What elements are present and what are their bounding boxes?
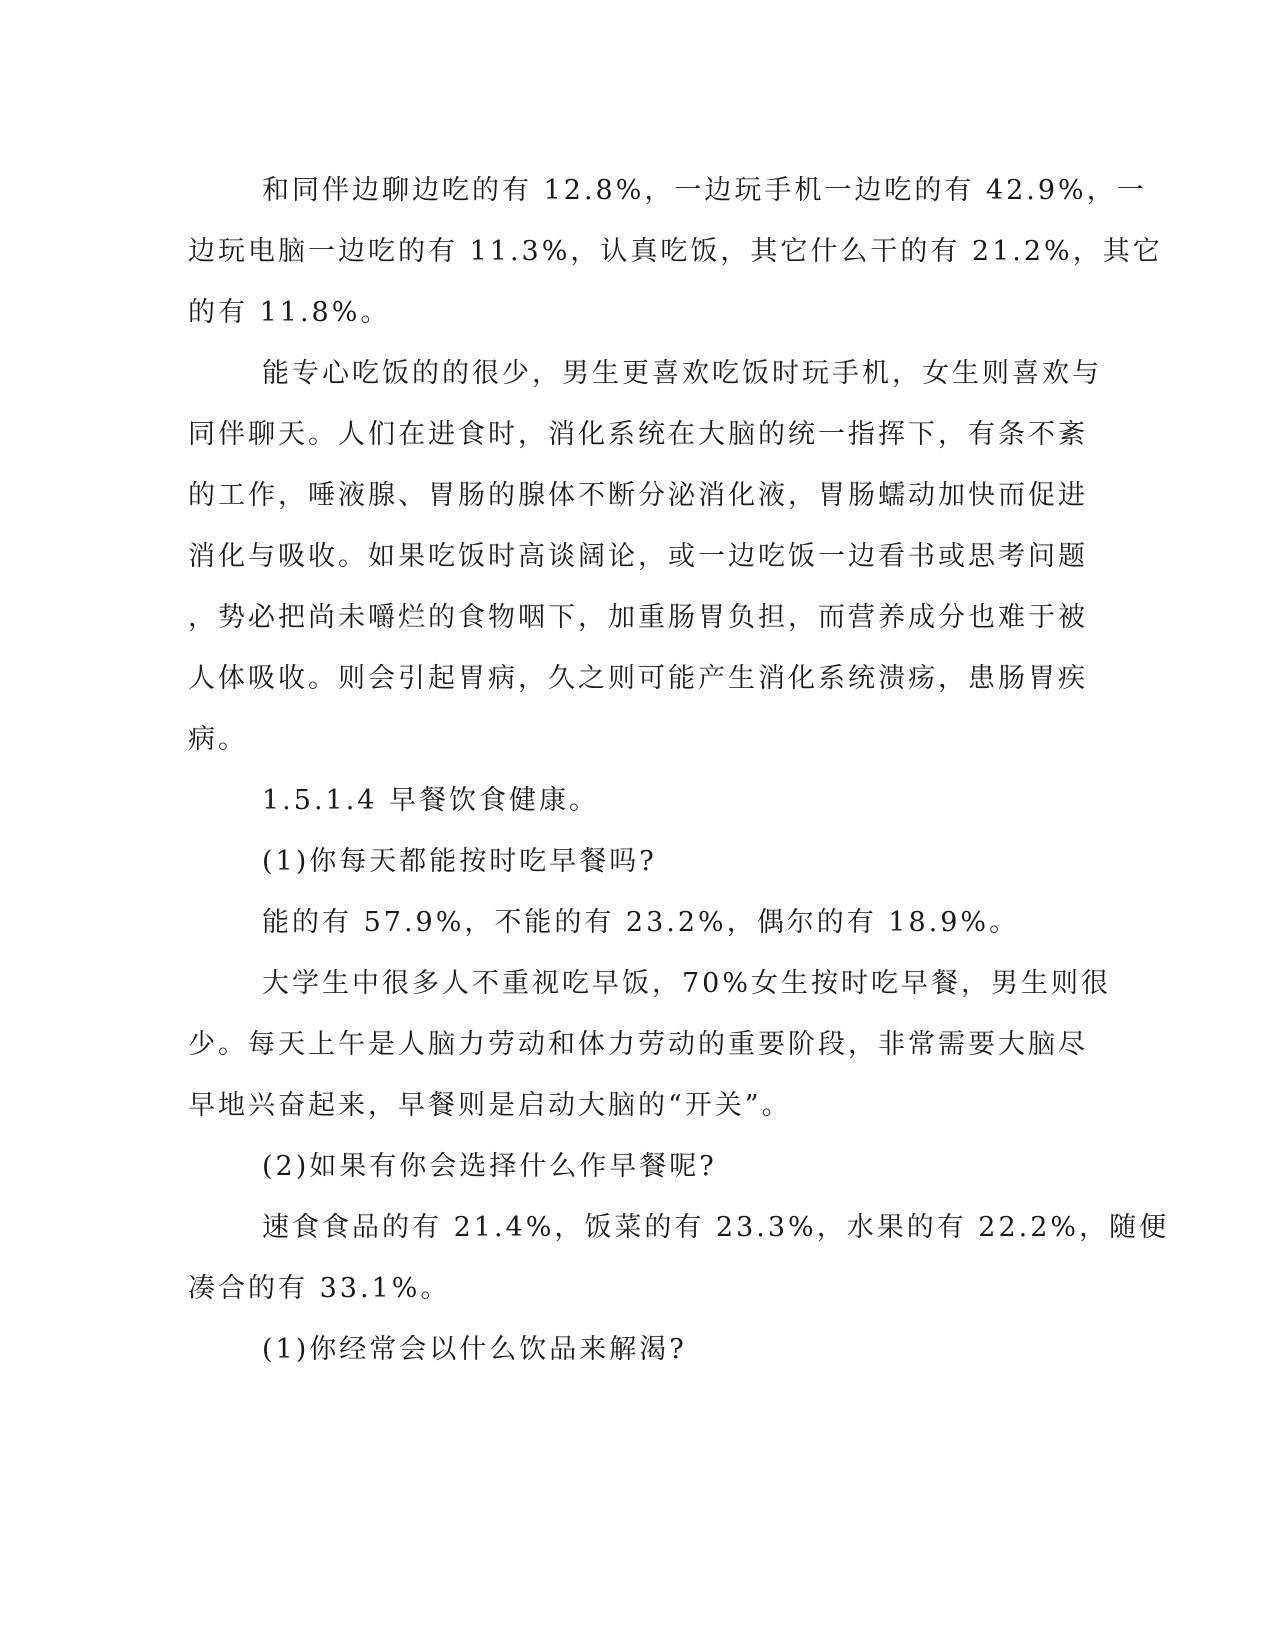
text-line: 早地兴奋起来，早餐则是启动大脑的“开关”。 bbox=[188, 1090, 792, 1121]
paragraph-breakfast-choice-stats bbox=[188, 1197, 1170, 1319]
text-line: 消化与吸收。如果吃饭时高谈阔论，或一边吃饭一边看书或思考问题 bbox=[188, 541, 1088, 572]
text-line: 能的有 57.9%，不能的有 23.2%，偶尔的有 18.9%。 bbox=[262, 907, 1020, 938]
question-breakfast-choice bbox=[188, 1136, 1070, 1197]
text-line: 的工作，唾液腺、胃肠的腺体不断分泌消化液，胃肠蠕动加快而促进 bbox=[188, 480, 1088, 511]
text-line: ，势必把尚未嚼烂的食物咽下，加重肠胃负担，而营养成分也难于被 bbox=[188, 602, 1088, 633]
text-line: 人体吸收。则会引起胃病，久之则可能产生消化系统溃疡，患肠胃疾 bbox=[188, 663, 1088, 694]
text-line: (1)你每天都能按时吃早餐吗? bbox=[262, 846, 657, 877]
text-line: 边玩电脑一边吃的有 11.3%，认真吃饭，其它什么干的有 21.2%，其它 bbox=[188, 236, 1163, 267]
paragraph-eating-habits-stats bbox=[188, 160, 1163, 343]
text-line: 凑合的有 33.1%。 bbox=[188, 1273, 451, 1304]
text-line: 速食食品的有 21.4%，饭菜的有 23.3%，水果的有 22.2%，随便 bbox=[262, 1212, 1170, 1243]
text-line: 大学生中很多人不重视吃早饭，70%女生按时吃早餐，男生则很 bbox=[262, 968, 1112, 999]
text-line: (2)如果有你会选择什么作早餐呢? bbox=[262, 1151, 717, 1182]
paragraph-breakfast-stats bbox=[188, 892, 1070, 953]
text-line: 1.5.1.4 早餐饮食健康。 bbox=[262, 785, 600, 816]
text-line: 和同伴边聊边吃的有 12.8%，一边玩手机一边吃的有 42.9%，一 bbox=[262, 175, 1147, 206]
text-line: 能专心吃饭的的很少，男生更喜欢吃饭时玩手机，女生则喜欢与 bbox=[262, 358, 1102, 389]
text-line: (1)你经常会以什么饮品来解渴? bbox=[262, 1334, 687, 1365]
paragraph-breakfast-importance bbox=[188, 953, 1112, 1136]
question-drinks bbox=[188, 1319, 1070, 1380]
paragraph-focus-eating bbox=[188, 343, 1102, 770]
text-line: 少。每天上午是人脑力劳动和体力劳动的重要阶段，非常需要大脑尽 bbox=[188, 1029, 1088, 1060]
text-line: 的有 11.8%。 bbox=[188, 297, 391, 328]
document-body bbox=[188, 160, 1170, 1380]
section-heading-breakfast bbox=[188, 770, 1070, 831]
question-breakfast-on-time bbox=[188, 831, 1070, 892]
text-line: 病。 bbox=[188, 724, 248, 755]
text-line: 同伴聊天。人们在进食时，消化系统在大脑的统一指挥下，有条不紊 bbox=[188, 419, 1088, 450]
